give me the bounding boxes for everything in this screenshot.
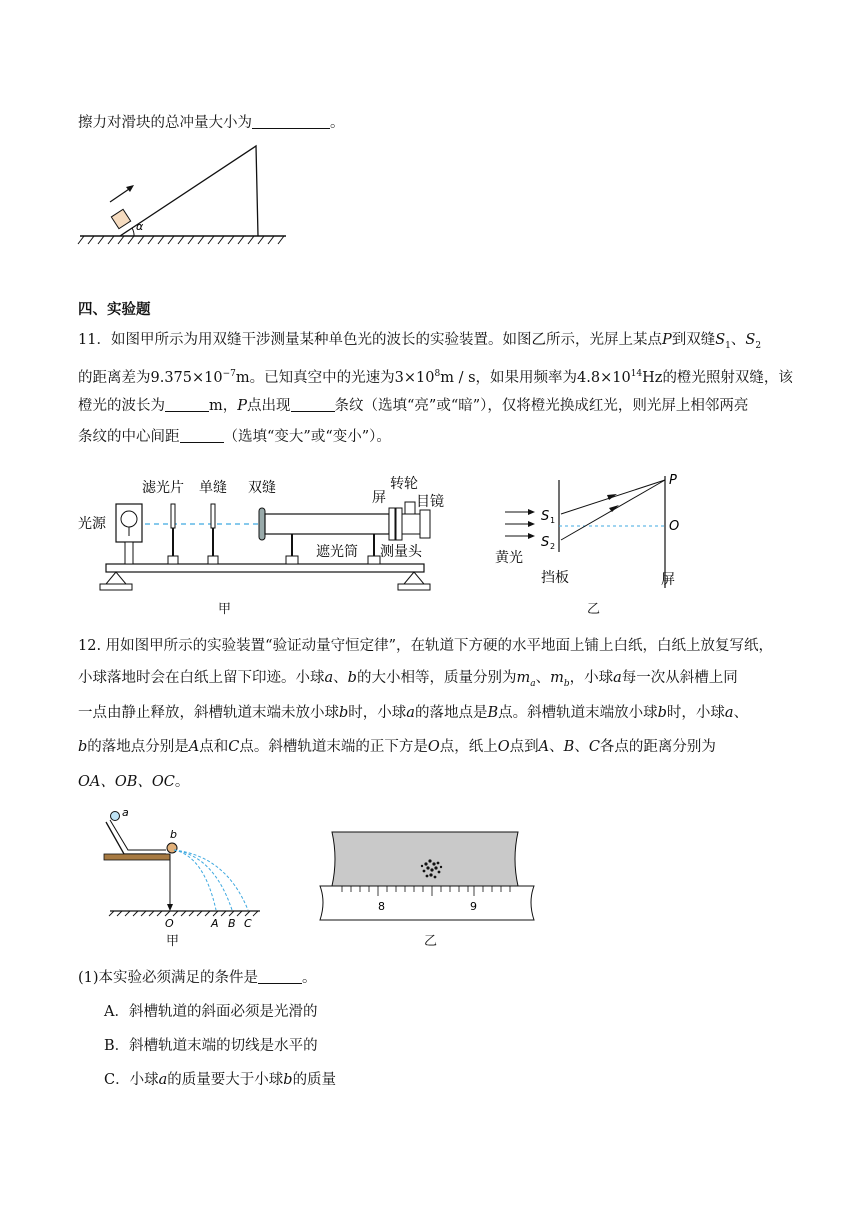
q12-line-4: b的落地点分别是A点和C点。斜槽轨道末端的正下方是O点，纸上O点到A、B、C各点的距离分别为 (78, 739, 716, 755)
label-baffle: 挡板 (541, 570, 569, 586)
label-b-point: B (228, 917, 236, 930)
answer-blank[interactable] (180, 428, 224, 443)
q11-line-2: 的距离差为$9.375\times 10^{-7}m$。已知真空中的光速为$3\times 10^8m / s$，如果用频率为$4.8\times 10^{14}Hz$的橙光照射双缝，该 (78, 369, 793, 386)
q12-line-3: 一点由静止释放，斜槽轨道末端未放小球b时，小球a的落地点是B点。斜槽轨道末端放小球b时，小球a、 (78, 705, 749, 721)
label-c-point: C (244, 917, 252, 930)
figure-caption: 甲 (166, 934, 180, 949)
figure-caption: 甲 (218, 602, 232, 617)
ruler-landing-marks-diagram (314, 826, 542, 928)
incline-diagram (76, 140, 296, 248)
label-filter: 滤光片 (142, 480, 184, 496)
option-a[interactable]: A．斜槽轨道的斜面必须是光滑的 (104, 1004, 318, 1020)
answer-blank[interactable] (252, 114, 330, 129)
q12-sub1: (1)本实验必须满足的条件是 。 (78, 970, 317, 986)
interference-geometry-diagram (495, 470, 695, 594)
figure-caption: 乙 (587, 602, 601, 617)
q11-line-3: 橙光的波长为 m，P点出现 条纹（选填“亮”或“暗”），仅将橙光换成红光，则光屏上相邻两亮 (78, 398, 749, 414)
label-a-point: A (211, 917, 219, 930)
label-o: O (669, 519, 680, 534)
label-screen: 屏 (661, 572, 675, 588)
label-measure-head: 测量头 (380, 544, 422, 560)
label-tube: 遮光筒 (316, 544, 358, 560)
q12-line-1: 12. 用如图甲所示的实验装置“验证动量守恒定律”，在轨道下方硬的水平地面上铺上白纸，白纸上放复写纸， (78, 638, 773, 654)
q10-text: 擦力对滑块的总冲量大小为 (78, 115, 252, 131)
label-eyepiece: 目镜 (416, 494, 444, 510)
label-double-slit: 双缝 (248, 480, 276, 496)
label-light-source: 光源 (78, 516, 106, 532)
label-wheel: 转轮 (390, 476, 418, 492)
option-b[interactable]: B．斜槽轨道末端的切线是水平的 (104, 1038, 318, 1054)
label-p: P (669, 473, 677, 488)
alpha-label: α (136, 220, 144, 233)
answer-blank[interactable] (165, 397, 209, 412)
q10-end: 。 (330, 115, 345, 131)
section-heading: 四、实验题 (78, 302, 151, 318)
label-s2: S (541, 535, 550, 550)
slider-block (111, 209, 130, 228)
q12-line-5: OA、OB、OC。 (78, 774, 190, 790)
label-ball-a: a (122, 806, 129, 819)
answer-blank[interactable] (291, 397, 335, 412)
label-s1: S (541, 509, 550, 524)
answer-blank[interactable] (258, 969, 302, 984)
q11-line-4: 条纹的中心间距 （选填“变大”或“变小”）。 (78, 429, 391, 445)
momentum-apparatus-diagram (104, 806, 266, 932)
label-yellow-light: 黄光 (495, 550, 523, 566)
tick-label-8: 8 (378, 900, 385, 913)
q12-line-2: 小球落地时会在白纸上留下印迹。小球a、b的大小相等，质量分别为$m_a$、$m_b$，小球a每一次从斜槽上同 (78, 670, 738, 689)
label-s2-sub: 2 (550, 542, 556, 551)
option-c[interactable]: C．小球a的质量要大于小球b的质量 (104, 1072, 337, 1088)
figure-caption: 乙 (424, 934, 438, 949)
label-single-slit: 单缝 (199, 480, 227, 496)
label-screen: 屏 (372, 490, 386, 506)
label-ball-b: b (170, 828, 177, 841)
tick-label-9: 9 (470, 900, 477, 913)
q11-line-1: 11．如图甲所示为用双缝干涉测量某种单色光的波长的实验装置。如图乙所示，光屏上某点P到双缝$S_1$、$S_2$ (78, 332, 762, 351)
label-s1-sub: 1 (550, 516, 556, 525)
double-slit-apparatus-diagram (76, 468, 444, 598)
label-o: O (165, 917, 174, 930)
q10-tail-line (78, 113, 345, 133)
